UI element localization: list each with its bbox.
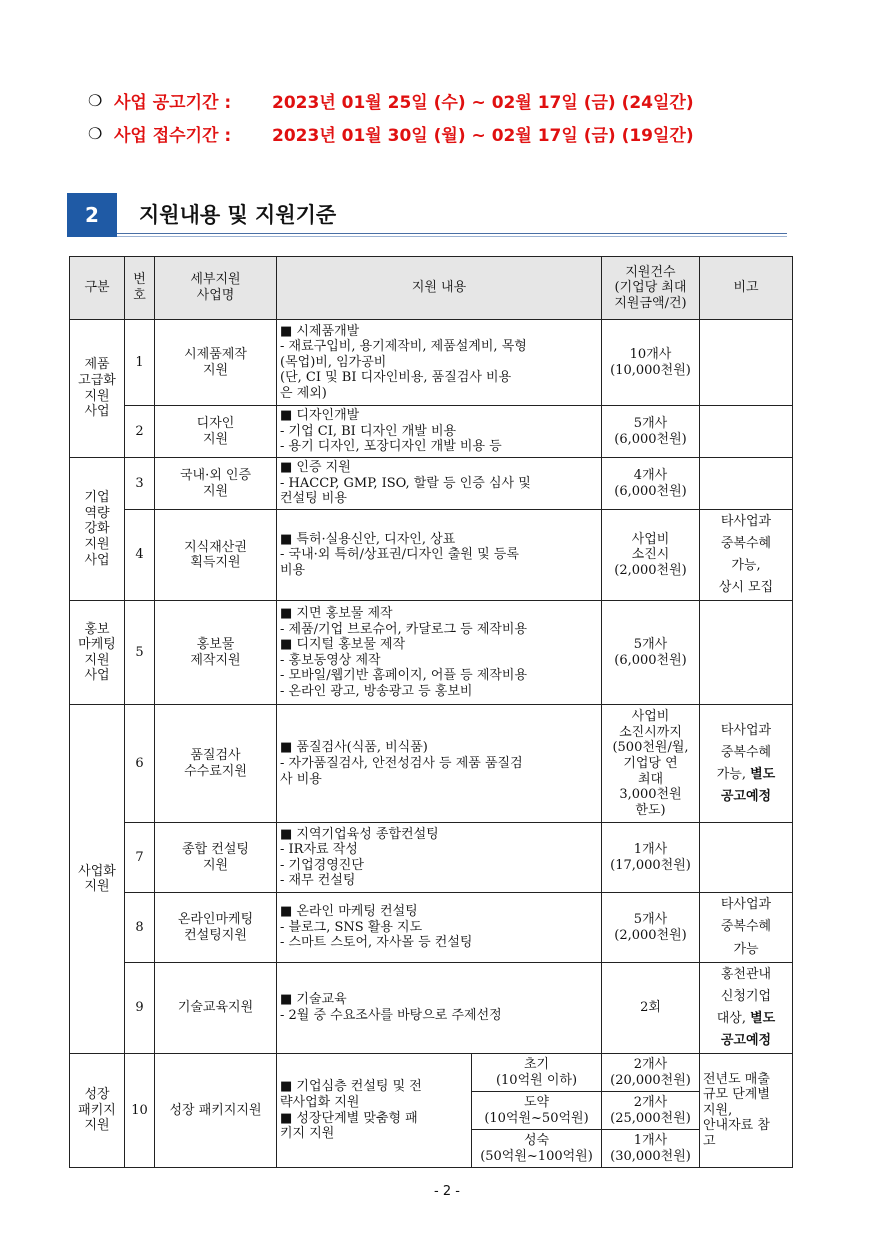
count-cell: 1개사 (17,000천원) [602, 823, 700, 893]
count-cell: 4개사 (6,000천원) [602, 458, 700, 510]
table-row [70, 601, 793, 705]
table-header-row [70, 257, 793, 320]
content-cell: ■ 디자인개발 - 기업 CI, BI 디자인 개발 비용 - 용기 디자인, 포장디자인 개발 비용 등 [277, 406, 602, 458]
row-number: 9 [125, 962, 155, 1053]
content-cell: ■ 지역기업육성 종합컨설팅 - IR자료 작성 - 기업경영진단 - 재무 컨설팅 [277, 823, 602, 893]
category-cell: 제품 고급화 지원 사업 [70, 320, 125, 458]
content-cell: ■ 인증 지원 - HACCP, GMP, ISO, 할랄 등 인증 심사 및 컨설팅 비용 [277, 458, 602, 510]
header-number: 번 호 [125, 257, 155, 320]
content-cell: ■ 기업심층 컨설팅 및 전 략사업화 지원 ■ 성장단계별 맞춤형 패 키지 지원 [277, 1054, 472, 1168]
note-cell [700, 458, 793, 510]
category-cell: 홍보 마케팅 지원 사업 [70, 601, 125, 705]
circle-bullet-icon: ❍ [88, 124, 103, 143]
content-cell: ■ 온라인 마케팅 컨설팅 - 블로그, SNS 활용 지도 - 스마트 스토어, 자사몰 등 컨설팅 [277, 893, 602, 962]
category-cell: 사업화 지원 [70, 705, 125, 1054]
row-number: 3 [125, 458, 155, 510]
table-row [70, 893, 793, 962]
category-cell: 성장 패키지 지원 [70, 1054, 125, 1168]
application-period [88, 117, 694, 150]
content-cell: ■ 지면 홍보물 제작 - 제품/기업 브로슈어, 카달로그 등 제작비용 ■ 디지털 홍보물 제작 - 홍보동영상 제작 - 모바일/웹기반 홈페이지, 어플 등 제작비용 - 온라인 광고, 방송광고 등 홍보비 [277, 601, 602, 705]
program-name: 국내·외 인증 지원 [155, 458, 277, 510]
row-number: 8 [125, 893, 155, 962]
section-number: 2 [67, 193, 117, 237]
note-cell: 타사업과 중복수혜 가능, 상시 모집 [700, 510, 793, 601]
header-program: 세부지원 사업명 [155, 257, 277, 320]
content-cell: ■ 품질검사(식품, 비식품) - 자가품질검사, 안전성검사 등 제품 품질검 사 비용 [277, 705, 602, 823]
section-divider [117, 233, 787, 234]
table-row [70, 406, 793, 458]
count-cell: 2개사 (25,000천원) [602, 1092, 700, 1130]
header-content: 지원 내용 [277, 257, 602, 320]
count-cell: 2회 [602, 962, 700, 1053]
count-cell: 5개사 (6,000천원) [602, 601, 700, 705]
row-number: 5 [125, 601, 155, 705]
program-name: 시제품제작 지원 [155, 320, 277, 406]
support-table [69, 256, 793, 1168]
header-note: 비고 [700, 257, 793, 320]
program-name: 온라인마케팅 컨설팅지원 [155, 893, 277, 962]
application-period-value: 2023년 01월 30일 (월) ~ 02월 17일 (금) (19일간) [272, 126, 694, 146]
table-row [70, 320, 793, 406]
content-cell: ■ 특허·실용신안, 디자인, 상표 - 국내·외 특허/상표권/디자인 출원 및 등록 비용 [277, 510, 602, 601]
stage-cell: 도약 (10억원~50억원) [472, 1092, 602, 1130]
note-text: 타사업과 중복수혜 가능, [716, 722, 772, 782]
announcement-period [88, 84, 694, 117]
program-name: 품질검사 수수료지원 [155, 705, 277, 823]
note-emphasis: 별도 공고예정 [720, 1010, 776, 1048]
count-cell: 사업비 소진시까지 (500천원/월, 기업당 연 최대 3,000천원 한도) [602, 705, 700, 823]
application-period-label: 사업 접수기간 : [114, 126, 232, 146]
section-header [67, 193, 787, 239]
note-cell [700, 320, 793, 406]
count-cell: 5개사 (2,000천원) [602, 893, 700, 962]
note-cell [700, 705, 793, 823]
circle-bullet-icon: ❍ [88, 91, 103, 110]
program-name: 지식재산권 획득지원 [155, 510, 277, 601]
application-periods [88, 84, 694, 150]
row-number: 10 [125, 1054, 155, 1168]
count-cell: 5개사 (6,000천원) [602, 406, 700, 458]
count-cell: 1개사 (30,000천원) [602, 1130, 700, 1168]
program-name: 종합 컨설팅 지원 [155, 823, 277, 893]
count-cell: 사업비 소진시 (2,000천원) [602, 510, 700, 601]
note-cell: 전년도 매출 규모 단계별 지원, 안내자료 참 고 [700, 1054, 793, 1168]
program-name: 성장 패키지지원 [155, 1054, 277, 1168]
stage-cell: 성숙 (50억원~100억원) [472, 1130, 602, 1168]
row-number: 4 [125, 510, 155, 601]
program-name: 기술교육지원 [155, 962, 277, 1053]
table-row [70, 510, 793, 601]
content-cell: ■ 시제품개발 - 재료구입비, 용기제작비, 제품설계비, 목형 (목업)비, 임가공비 (단, CI 및 BI 디자인비용, 품질검사 비용 은 제외) [277, 320, 602, 406]
note-cell [700, 962, 793, 1053]
content-cell: ■ 기술교육 - 2월 중 수요조사를 바탕으로 주제선정 [277, 962, 602, 1053]
table-row [70, 962, 793, 1053]
header-category: 구분 [70, 257, 125, 320]
count-cell: 10개사 (10,000천원) [602, 320, 700, 406]
note-cell [700, 601, 793, 705]
table-row [70, 1054, 793, 1092]
section-title: 지원내용 및 지원기준 [139, 203, 337, 227]
note-cell [700, 823, 793, 893]
header-count: 지원건수 (기업당 최대 지원금액/건) [602, 257, 700, 320]
note-cell: 타사업과 중복수혜 가능 [700, 893, 793, 962]
count-cell: 2개사 (20,000천원) [602, 1054, 700, 1092]
section-divider [117, 236, 787, 237]
table-row [70, 823, 793, 893]
category-cell: 기업 역량 강화 지원 사업 [70, 458, 125, 601]
page-number: - 2 - [434, 1184, 460, 1199]
note-cell [700, 406, 793, 458]
row-number: 7 [125, 823, 155, 893]
row-number: 6 [125, 705, 155, 823]
row-number: 1 [125, 320, 155, 406]
note-emphasis: 별도 공고예정 [720, 766, 776, 804]
table-row [70, 705, 793, 823]
table-row [70, 458, 793, 510]
note-text: 홍천관내 신청기업 대상, [716, 966, 772, 1026]
program-name: 디자인 지원 [155, 406, 277, 458]
announcement-period-label: 사업 공고기간 : [114, 93, 232, 113]
program-name: 홍보물 제작지원 [155, 601, 277, 705]
row-number: 2 [125, 406, 155, 458]
stage-cell: 초기 (10억원 이하) [472, 1054, 602, 1092]
announcement-period-value: 2023년 01월 25일 (수) ~ 02월 17일 (금) (24일간) [272, 93, 694, 113]
